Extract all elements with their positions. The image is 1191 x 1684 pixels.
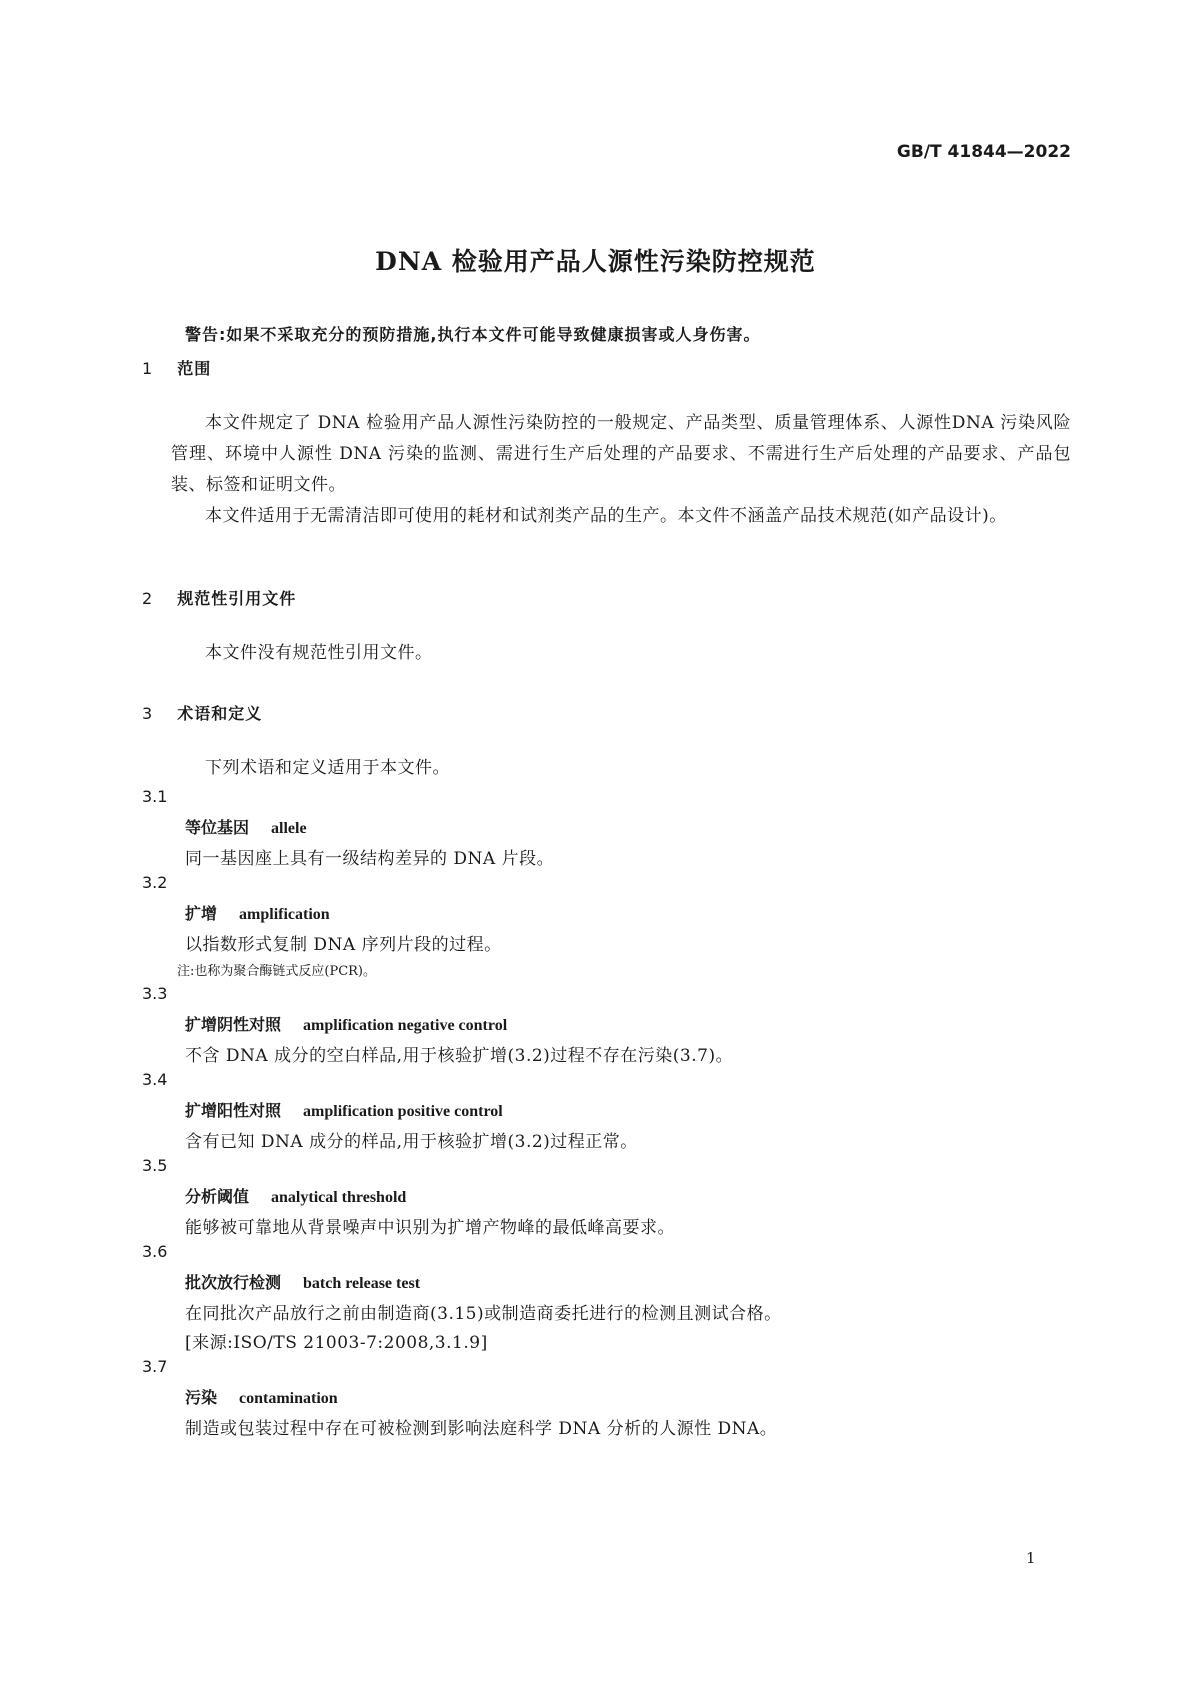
section-title: 术语和定义 xyxy=(177,704,263,723)
term-definition: 能够被可靠地从背景噪声中识别为扩增产物峰的最低峰高要求。 xyxy=(185,1218,675,1238)
term-zh: 分析阈值 xyxy=(185,1187,250,1206)
term-number: 3.5 xyxy=(142,1156,168,1175)
term-number: 3.7 xyxy=(142,1357,168,1376)
section-1-paragraph-2: 本文件适用于无需清洁即可使用的耗材和试剂类产品的生产。本文件不涵盖产品技术规范(如产品设计)。 xyxy=(205,506,1007,526)
term-heading xyxy=(185,901,330,924)
section-number: 2 xyxy=(142,589,153,608)
term-definition: 含有已知 DNA 成分的样品,用于核验扩增(3.2)过程正常。 xyxy=(185,1132,638,1152)
section-1-heading xyxy=(142,356,211,379)
section-3-heading xyxy=(142,701,262,724)
term-heading xyxy=(185,1098,503,1121)
warning-text: 警告:如果不采取充分的预防措施,执行本文件可能导致健康损害或人身伤害。 xyxy=(185,325,761,344)
term-en: contamination xyxy=(239,1390,338,1407)
term-definition: 以指数形式复制 DNA 序列片段的过程。 xyxy=(185,935,502,955)
term-number: 3.4 xyxy=(142,1070,168,1089)
term-note: 注:也称为聚合酶链式反应(PCR)。 xyxy=(177,964,377,979)
term-number: 3.2 xyxy=(142,873,168,892)
section-title: 规范性引用文件 xyxy=(177,589,297,608)
term-en: analytical threshold xyxy=(271,1189,407,1206)
page-number: 1 xyxy=(1026,1549,1036,1567)
term-en: amplification xyxy=(239,906,330,923)
section-title: 范围 xyxy=(177,359,212,378)
section-2-heading xyxy=(142,586,296,609)
term-number: 3.6 xyxy=(142,1242,168,1261)
term-zh: 污染 xyxy=(185,1388,218,1407)
term-definition: 在同批次产品放行之前由制造商(3.15)或制造商委托进行的检测且测试合格。 xyxy=(185,1304,782,1324)
term-source: [来源:ISO/TS 21003-7:2008,3.1.9] xyxy=(185,1333,488,1353)
term-heading xyxy=(185,1270,420,1293)
term-heading xyxy=(185,815,307,838)
term-zh: 扩增阳性对照 xyxy=(185,1101,282,1120)
term-en: amplification positive control xyxy=(303,1103,503,1120)
term-zh: 批次放行检测 xyxy=(185,1273,282,1292)
term-heading xyxy=(185,1385,338,1408)
term-en: amplification negative control xyxy=(303,1017,508,1034)
term-number: 3.1 xyxy=(142,787,168,806)
term-definition: 同一基因座上具有一级结构差异的 DNA 片段。 xyxy=(185,849,555,869)
term-definition: 制造或包装过程中存在可被检测到影响法庭科学 DNA 分析的人源性 DNA。 xyxy=(185,1419,778,1439)
section-3-paragraph-1: 下列术语和定义适用于本文件。 xyxy=(205,758,450,778)
term-zh: 扩增阴性对照 xyxy=(185,1015,282,1034)
section-number: 3 xyxy=(142,704,153,723)
section-2-paragraph-1: 本文件没有规范性引用文件。 xyxy=(205,643,433,663)
document-title: DNA 检验用产品人源性污染防控规范 xyxy=(375,247,816,276)
document-code: GB/T 41844—2022 xyxy=(896,142,1071,162)
term-en: batch release test xyxy=(303,1275,421,1292)
section-number: 1 xyxy=(142,359,153,378)
term-definition: 不含 DNA 成分的空白样品,用于核验扩增(3.2)过程不存在污染(3.7)。 xyxy=(185,1046,734,1066)
term-number: 3.3 xyxy=(142,984,168,1003)
term-heading xyxy=(185,1184,406,1207)
term-en: allele xyxy=(271,820,307,837)
term-heading xyxy=(185,1012,507,1035)
term-zh: 等位基因 xyxy=(185,818,250,837)
section-1-paragraph-1: 本文件规定了 DNA 检验用产品人源性污染防控的一般规定、产品类型、质量管理体系、人源性DNA 污染风险管理、环境中人源性 DNA 污染的监测、需进行生产后处理的产品要求、不需进行生产后处理的产品要求、产品包装、标签和证明文件。 xyxy=(171,413,1071,495)
term-zh: 扩增 xyxy=(185,904,218,923)
